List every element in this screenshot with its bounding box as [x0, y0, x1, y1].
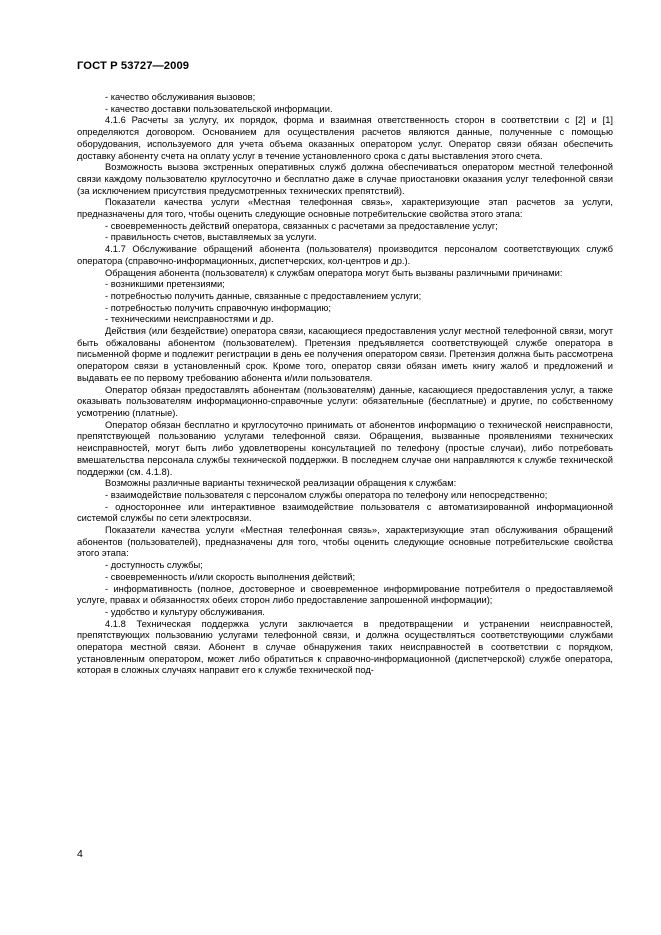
document-body — [77, 92, 613, 677]
list-item: - одностороннее или интерактивное взаимодействие пользователя с автоматизированной информационной системой службы по сети электросвязи. — [77, 501, 613, 524]
paragraph: Показатели качества услуги «Местная телефонная связь», характеризующие этап расчетов за услуги, предназначены для того, чтобы оценить следующие основные потребительские свойства этого этапа: — [77, 197, 613, 220]
paragraph: Оператор обязан предоставлять абонентам (пользователям) данные, касающиеся предоставления услуг, а также оказывать пользователям информационно-справочные услуги: обязательные (бесплатные) и другие, по собственному усмотрению (платные). — [77, 384, 613, 418]
list-item: - возникшими претензиями; — [105, 279, 225, 290]
list-item: - своевременность и/или скорость выполнения действий; — [105, 571, 356, 582]
list-item: - своевременность действий оператора, связанных с расчетами за предоставление услуг; — [105, 220, 498, 231]
list-item: - правильность счетов, выставляемых за услуги. — [105, 232, 317, 243]
paragraph: 4.1.8 Техническая поддержка услуги заключается в предотвращении и устранении неисправностей, препятствующих пользованию услугами телефонной связи, и должна осуществляться соответствующими службами оператора местной связи. Абонент в случае обнаружения таких неисправностей в соответствии с порядком, установленным оператором, может либо обратиться к справочно-информационной (диспетчерской) службе оператора, которая в сложных случаях направит его к службе технической под- — [77, 618, 613, 676]
paragraph: Возможны различные варианты технической реализации обращения к службам: — [105, 478, 457, 489]
list-item: - качество обслуживания вызовов; — [105, 92, 256, 102]
list-item: - взаимодействие пользователя с персоналом службы оператора по телефону или непосредственно; — [105, 489, 548, 500]
list-item: - удобство и культуру обслуживания. — [105, 606, 265, 617]
list-item: - потребностью получить данные, связанные с предоставлением услуги; — [105, 290, 422, 301]
list-item: - качество доставки пользовательской информации. — [105, 103, 333, 114]
list-item: - потребностью получить справочную информацию; — [105, 302, 331, 313]
paragraph: Действия (или бездействие) оператора связи, касающиеся предоставления услуг местной телефонной связи, могут быть обжалованы абонентом (пользователем). Претензия предъявляется соответствующей службе оператора в письменной форме и подлежит регистрации в день ее получения оператором связи. Претензия должна быть рассмотрена оператором связи в установленный срок. Кроме того, оператор связи обязан иметь книгу жалоб и предложений и выдавать ее по первому требованию абонента и/или пользователя. — [77, 326, 613, 383]
list-item: - доступность службы; — [105, 560, 203, 571]
paragraph: Оператор обязан бесплатно и круглосуточно принимать от абонентов информацию о технической неисправности, препятствующей пользованию услугами телефонной связи. Обращения, вызванные проявлениями технических неисправностей, могут быть либо удовлетворены консультацией по телефону (простые случаи), либо потребовать вмешательства персонала службы технической поддержки. В последнем случае они направляются к службе технической поддержки (см. 4.1.8). — [77, 419, 613, 477]
paragraph: Показатели качества услуги «Местная телефонная связь», характеризующие этап обслуживания обращений абонентов (пользователей), предназначены для того, чтобы оценить следующие основные потребительские свойства этого этапа: — [77, 525, 613, 559]
list-item: - информативность (полное, достоверное и своевременное информирование потребителя о предоставляемой услуге, правах и обязанностях обеих сторон либо предоставление запрошенной информации); — [77, 583, 613, 606]
list-item: - техническими неисправностями и др. — [105, 314, 274, 325]
paragraph: 4.1.7 Обслуживание обращений абонента (пользователя) производится персоналом соответствующих служб оператора (справочно-информационных, диспетчерских, кол-центров и др.). — [77, 244, 613, 266]
paragraph: Обращения абонента (пользователя) к службам оператора могут быть вызваны различными причинами: — [105, 267, 563, 278]
paragraph: Возможность вызова экстренных оперативных служб должна обеспечиваться оператором местной телефонной связи каждому пользователю круглосуточно и бесплатно даже в случае приостановки оказания услуг телефонной связи (за исключением присутствия предусмотренных технических препятствий). — [77, 162, 613, 196]
standard-designation: ГОСТ Р 53727—2009 — [77, 60, 190, 72]
page-number: 4 — [77, 848, 83, 860]
paragraph: 4.1.6 Расчеты за услугу, их порядок, форма и взаимная ответственность сторон в соответствии с [2] и [1] определяются договором. Основанием для осуществления расчетов являются данные, полученные с помощью оборудования, используемого для учета объема оказанных оператором услуг. Оператор связи обязан обеспечить доставку абоненту счета на оплату услуг в течение установленного срока с даты выставления этого счета. — [77, 115, 613, 161]
